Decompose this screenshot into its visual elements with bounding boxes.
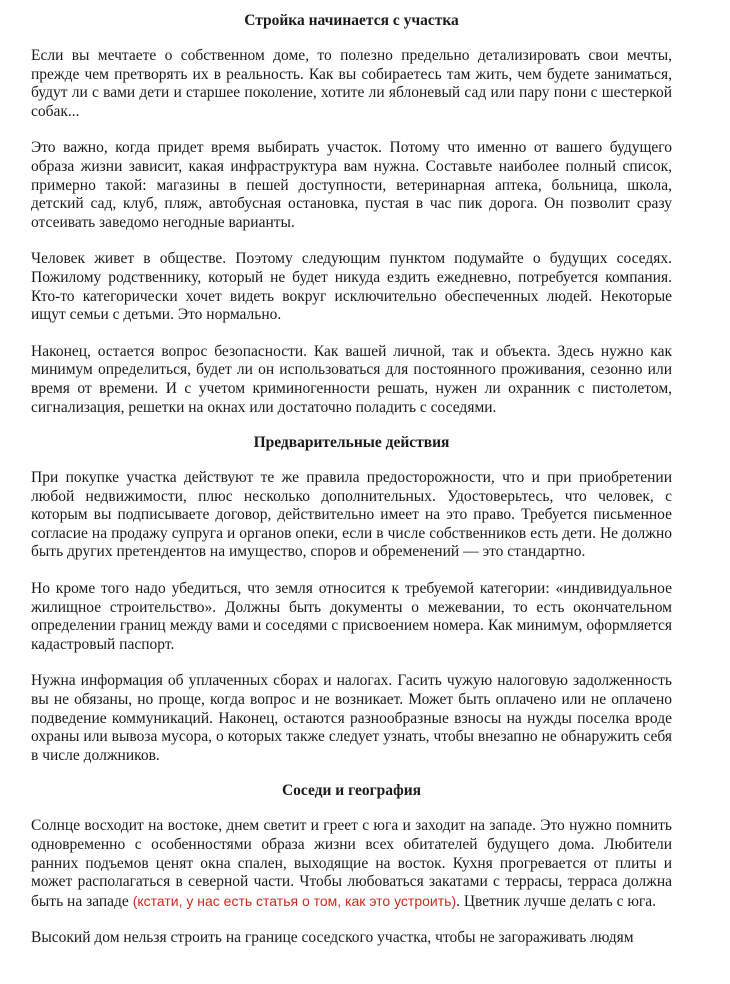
paragraph: Высокий дом нельзя строить на границе соседского участка, чтобы не загораживать людям	[31, 929, 634, 947]
paragraph-text: Солнце восходит на востоке, днем светит и греет с юга и заходит на западе. Это нужно помнить одновременно с особенностями образа жизни всех обитателей будущего дома. Любители ранних подъемов ценят окна спален, выходящие на восток. Кухня прогревается от плиты и может располагаться в северной части. Чтобы любоваться закатами с террасы, терраса должна быть на западе	[31, 817, 672, 910]
article	[31, 11, 672, 948]
paragraph: Человек живет в обществе. Поэтому следующим пунктом подумайте о будущих соседях. Пожилому родственнику, который не будет никуда ездить ежедневно, потребуется компания. Кто-то категорически хочет видеть вокруг исключительно обеспеченных людей. Некоторые ищут семьи с детьми. Это нормально.	[31, 250, 672, 324]
paragraph: При покупке участка действуют те же правила предосторожности, что и при приобретении любой недвижимости, плюс несколько дополнительных. Удостоверьтесь, что человек, с которым вы подписываете договор, действительно имеет на это право. Требуется письменное согласие на продажу супруга и органов опеки, если в числе собственников есть дети. Не должно быть других претендентов на имущество, споров и обременений — это стандартно.	[31, 469, 672, 561]
paragraph: Но кроме того надо убедиться, что земля относится к требуемой категории: «индивидуальное жилищное строительство». Должны быть документы о межевании, то есть окончательном определении границ между вами и соседями с присвоением номера. Как минимум, оформляется кадастровый паспорт.	[31, 580, 672, 653]
paragraph-with-link	[31, 817, 672, 911]
paragraph: Если вы мечтаете о собственном доме, то полезно предельно детализировать свои мечты, прежде чем претворять их в реальность. Как вы собираетесь там жить, чем будете заниматься, будут ли с вами дети и старшее поколение, хотите ли яблоневый сад или пару пони с шестеркой собак...	[31, 47, 672, 120]
paragraph-text-end: . Цветник лучше делать с юга.	[456, 892, 657, 910]
paragraph: Это важно, когда придет время выбирать участок. Потому что именно от вашего будущего образа жизни зависит, какая инфраструктура вам нужна. Составьте наиболее полный список, примерно такой: магазины в пешей доступности, ветеринарная аптека, больница, школа, детский сад, клуб, пляж, автобусная остановка, пустая в час пик дорога. Он позволит сразу отсеивать заведомо негодные варианты.	[31, 139, 672, 231]
paragraph: Нужна информация об уплаченных сборах и налогах. Гасить чужую налоговую задолженность вы не обязаны, но проще, когда вопрос и не возникает. Может быть оплачено или не оплачено подведение коммуникаций. Наконец, остаются разнообразные взносы на нужды поселка вроде охраны или вывоза мусора, о которых также следует узнать, чтобы внезапно не обнаружить себя в числе должников.	[31, 672, 672, 764]
section-heading-neighbors: Соседи и география	[281, 782, 422, 800]
paragraph: Наконец, остается вопрос безопасности. Как вашей личной, так и объекта. Здесь нужно как минимум определиться, будет ли он использоваться для постоянного проживания, сезонно или время от времени. И с учетом криминогенности решать, нужен ли охранник с пистолетом, сигнализация, решетки на окнах или достаточно поладить с соседями.	[31, 342, 672, 416]
article-link[interactable]: (кстати, у нас есть статья о том, как это устроить)	[132, 892, 457, 909]
section-heading-preliminary: Предварительные действия	[253, 434, 450, 452]
section-heading-plot: Стройка начинается с участка	[244, 12, 459, 29]
